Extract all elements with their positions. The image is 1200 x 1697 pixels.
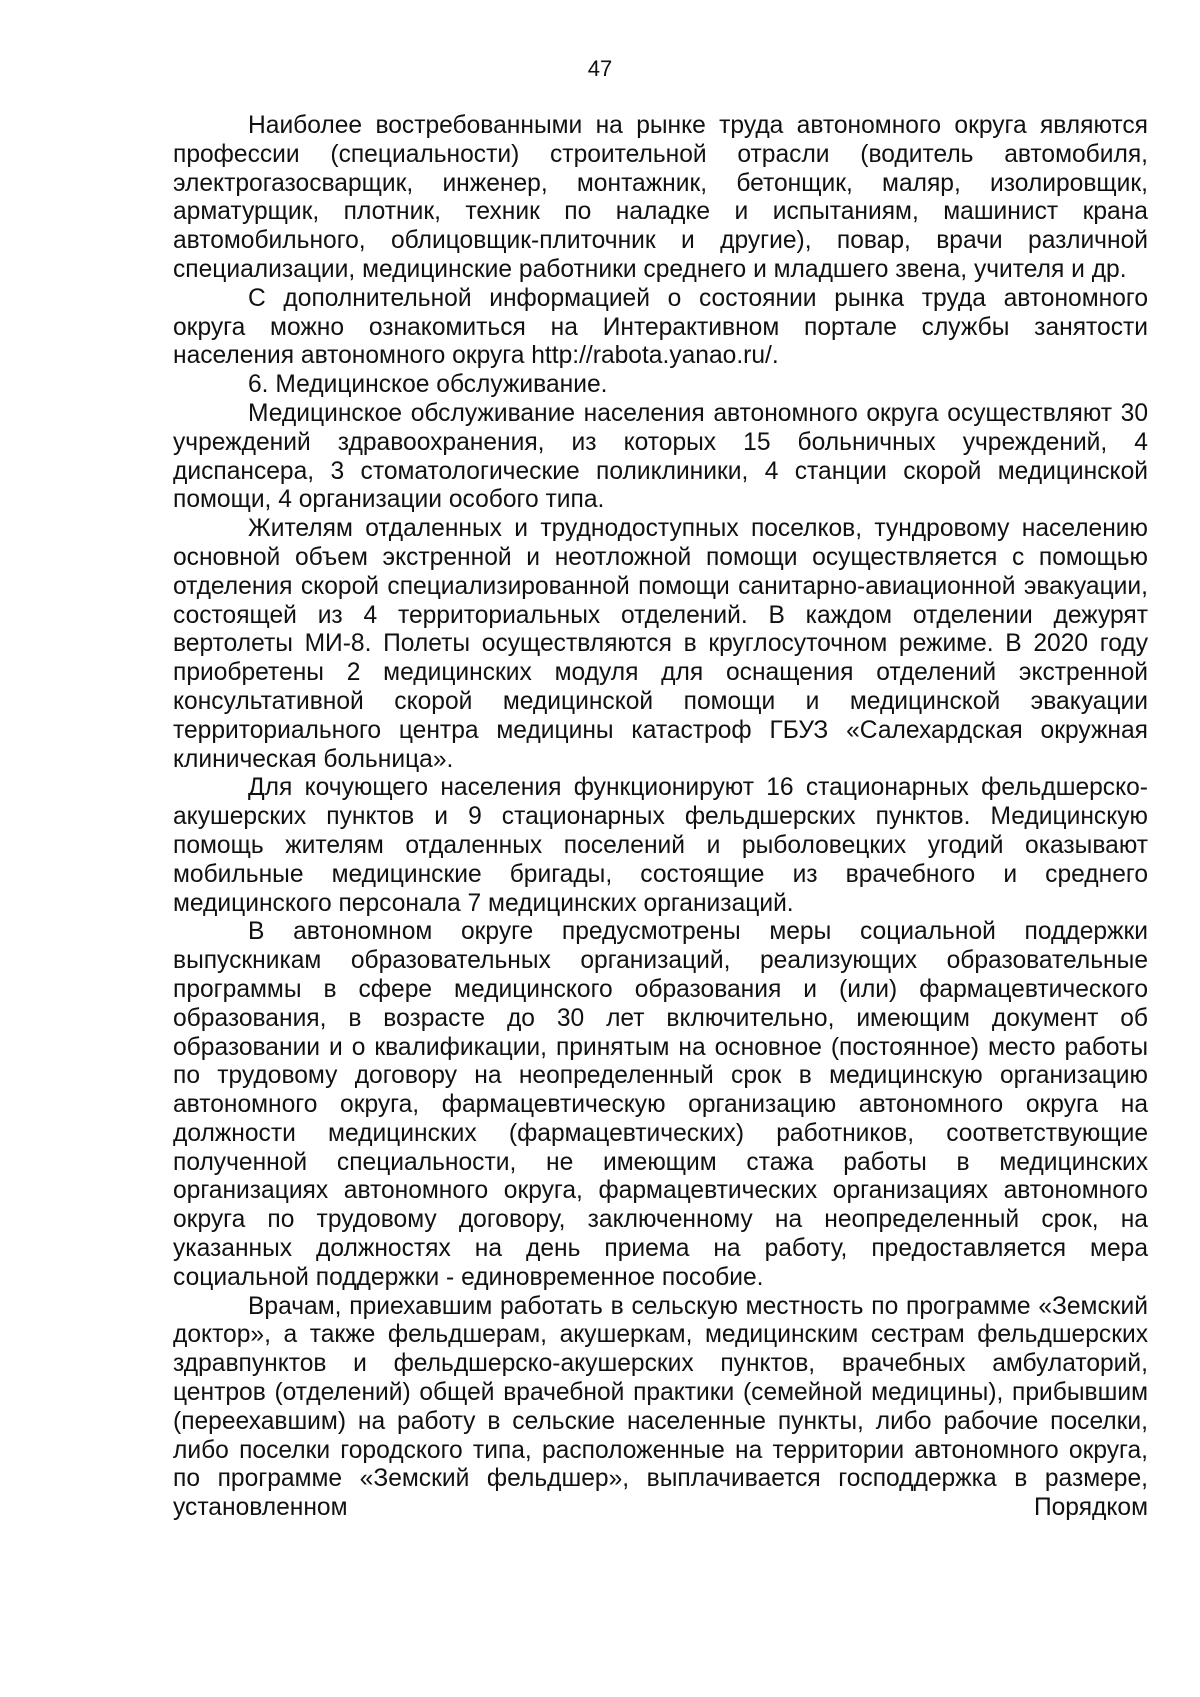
paragraph-graduate-support: В автономном округе предусмотрены меры социальной поддержки выпускникам образовательных организаций, реализующих образовательные программы в сфере медицинского образования и (или) фармацевтического образования, в возрасте до 30 лет включительно, имеющим документ об образовании и о квалификации, принятым на основное (постоянное) место работы по трудовому договору на неопределенный срок в медицинскую организацию автономного округа, фармацевтическую организацию автономного округа на должности медицинских (фармацевтических) работников, соответствующие полученной специальности, не имеющим стажа работы в медицинских организациях автономного округа, фармацевтических организациях автономного округа по трудовому договору, заключенному на неопределенный срок, на указанных должностях на день приема на работу, предоставляется мера социальной поддержки - единовременное пособие. [173, 918, 1148, 1291]
page-number: 47 [587, 56, 613, 81]
paragraph-labor-market-portal: С дополнительной информацией о состоянии рынка труда автономного округа можно ознакомиться на Интерактивном портале службы занятости населения автономного округа http://rabota.yanao.ru/. [173, 284, 1148, 370]
document-body [173, 112, 1148, 1523]
paragraph-labor-market-professions: Наиболее востребованными на рынке труда автономного округа являются профессии (специальности) строительной отрасли (водитель автомобиля, электрогазосварщик, инженер, монтажник, бетонщик, маляр, изолировщик, арматурщик, плотник, техник по наладке и испытаниям, машинист крана автомобильного, облицовщик-плиточник и другие), повар, врачи различной специализации, медицинские работники среднего и младшего звена, учителя и др. [173, 112, 1148, 283]
paragraph-nomadic-population: Для кочующего населения функционируют 16 стационарных фельдшерско-акушерских пунктов и 9 стационарных фельдшерских пунктов. Медицинскую помощь жителям отдаленных поселений и рыболовецких угодий оказывают мобильные медицинские бригады, состоящие из врачебного и среднего медицинского персонала 7 медицинских организаций. [173, 774, 1148, 917]
paragraph-zemsky-doctor: Врачам, приехавшим работать в сельскую местность по программе «Земский доктор», а также фельдшерам, акушеркам, медицинским сестрам фельдшерских здравпунктов и фельдшерско-акушерских пунктов, врачебных амбулаторий, центров (отделений) общей врачебной практики (семейной медицины), прибывшим (переехавшим) на работу в сельские населенные пункты, либо рабочие поселки, либо поселки городского типа, расположенные на территории автономного округа, по программе «Земский фельдшер», выплачивается господдержка в размере, установленном Порядком [173, 1292, 1148, 1522]
paragraph-air-ambulance: Жителям отдаленных и труднодоступных поселков, тундровому населению основной объем экстренной и неотложной помощи осуществляется с помощью отделения скорой специализированной помощи санитарно-авиационной эвакуации, состоящей из 4 территориальных отделений. В каждом отделении дежурят вертолеты МИ-8. Полеты осуществляются в круглосуточном режиме. В 2020 году приобретены 2 медицинских модуля для оснащения отделений экстренной консультативной скорой медицинской помощи и медицинской эвакуации территориального центра медицины катастроф ГБУЗ «Салехардская окружная клиническая больница». [173, 515, 1148, 773]
section-heading-medical-service: 6. Медицинское обслуживание. [248, 371, 608, 399]
paragraph-healthcare-institutions: Медицинское обслуживание населения автономного округа осуществляют 30 учреждений здравоохранения, из которых 15 больничных учреждений, 4 диспансера, 3 стоматологические поликлиники, 4 станции скорой медицинской помощи, 4 организации особого типа. [173, 399, 1148, 514]
